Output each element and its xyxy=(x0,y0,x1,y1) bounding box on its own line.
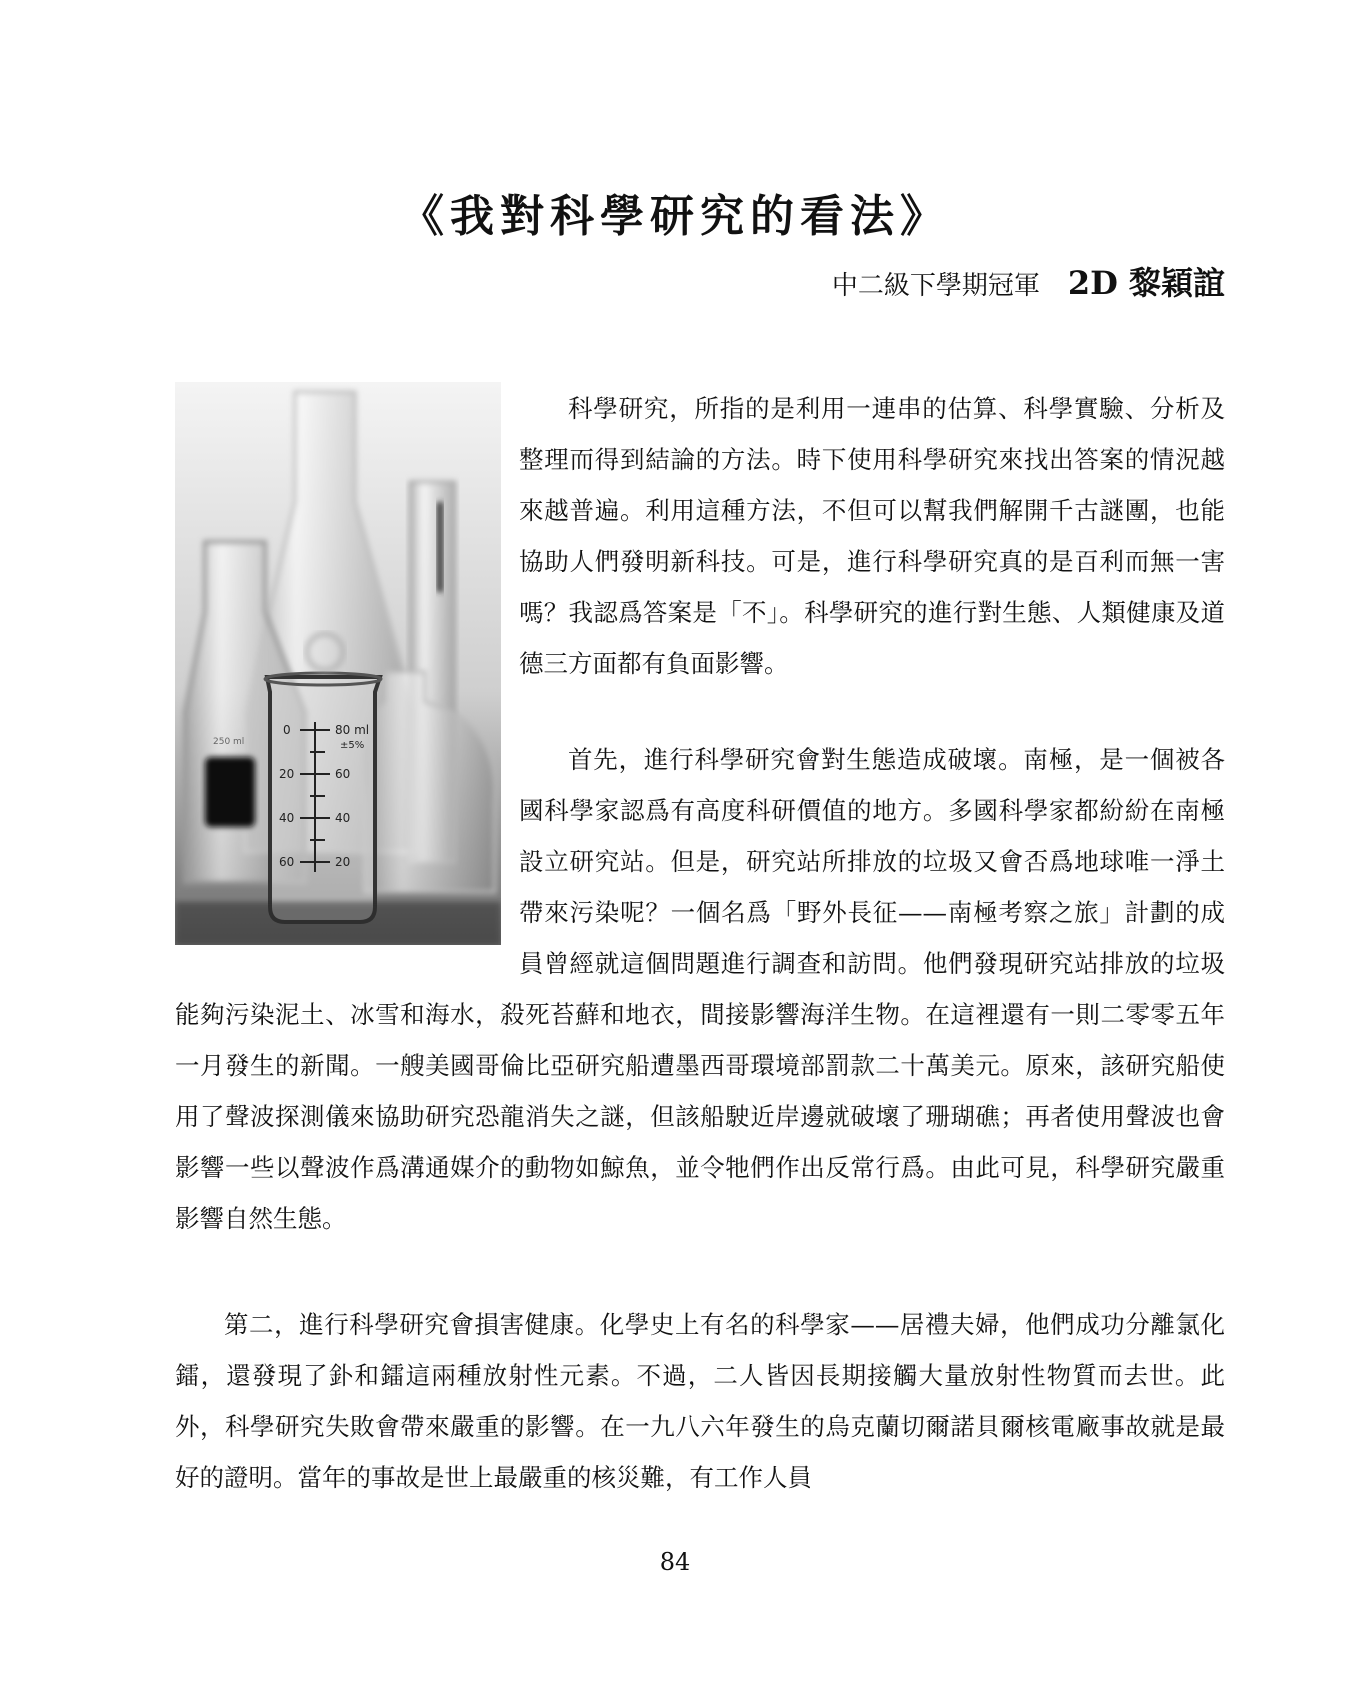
scale-right-60: 60 xyxy=(335,767,351,781)
page-title: 《我對科學研究的看法》 xyxy=(400,191,950,242)
small-beaker-label: 250 ml xyxy=(213,737,245,747)
author-name: 2D 黎穎誼 xyxy=(1067,264,1225,302)
byline xyxy=(832,258,1225,304)
glass-beakers-photo xyxy=(175,382,501,945)
scale-right-40: 40 xyxy=(335,811,351,825)
scale-left-40: 40 xyxy=(279,811,295,825)
page-number: 84 xyxy=(659,1548,691,1576)
article-body xyxy=(175,383,1225,1503)
scale-left-0: 0 xyxy=(283,723,291,737)
scale-left-60: 60 xyxy=(279,855,295,869)
award-label: 中二級下學期冠軍 xyxy=(831,271,1040,301)
paragraph-intro: 科學研究，所指的是利用一連串的估算、科學實驗、分析及整理而得到結論的方法。時下使用科學研究來找出答案的情況越來越普遍。利用這種方法，不但可以幫我們解開千古謎團，也能協助人們發明新科技。可是，進行科學研究真的是百利而無一害嗎？我認爲答案是「不」。科學研究的進行對生態、人類健康及道德三方面都有負面影響。 xyxy=(519,394,1225,678)
scale-right-80: 80 ml xyxy=(335,723,370,737)
scale-right-20: 20 xyxy=(335,855,351,869)
scale-right-tolerance: ±5% xyxy=(340,740,365,751)
beakers-illustration xyxy=(175,382,501,945)
paragraph-ecology: 首先，進行科學研究會對生態造成破壞。南極，是一個被各國科學家認爲有高度科研價值的地方。多國科學家都紛紛在南極設立研究站。但是，研究站所排放的垃圾又會否爲地球唯一淨土帶來污染呢？一個名爲「野外長征——南極考察之旅」計劃的成員曾經就這個問題進行調查和訪問。他們發現研究站排放的垃圾能夠污染泥土、冰雪和海水，殺死苔蘚和地衣，間接影響海洋生物。在這裡還有一則二零零五年一月發生的新聞。一艘美國哥倫比亞研究船遭墨西哥環境部罰款二十萬美元。原來，該研究船使用了聲波探測儀來協助研究恐龍消失之謎，但該船駛近岸邊就破壞了珊瑚礁；再者使用聲波也會影響一些以聲波作爲溝通媒介的動物如鯨魚，並令牠們作出反常行爲。由此可見，科學研究嚴重影響自然生態。 xyxy=(175,745,1225,1233)
scale-left-20: 20 xyxy=(279,767,295,781)
paragraph-health: 第二，進行科學研究會損害健康。化學史上有名的科學家——居禮夫婦，他們成功分離氯化鐳，還發現了釙和鐳這兩種放射性元素。不過，二人皆因長期接觸大量放射性物質而去世。此外，科學研究失敗會帶來嚴重的影響。在一九八六年發生的烏克蘭切爾諾貝爾核電廠事故就是最好的證明。當年的事故是世上最嚴重的核災難，有工作人員 xyxy=(175,1310,1225,1492)
